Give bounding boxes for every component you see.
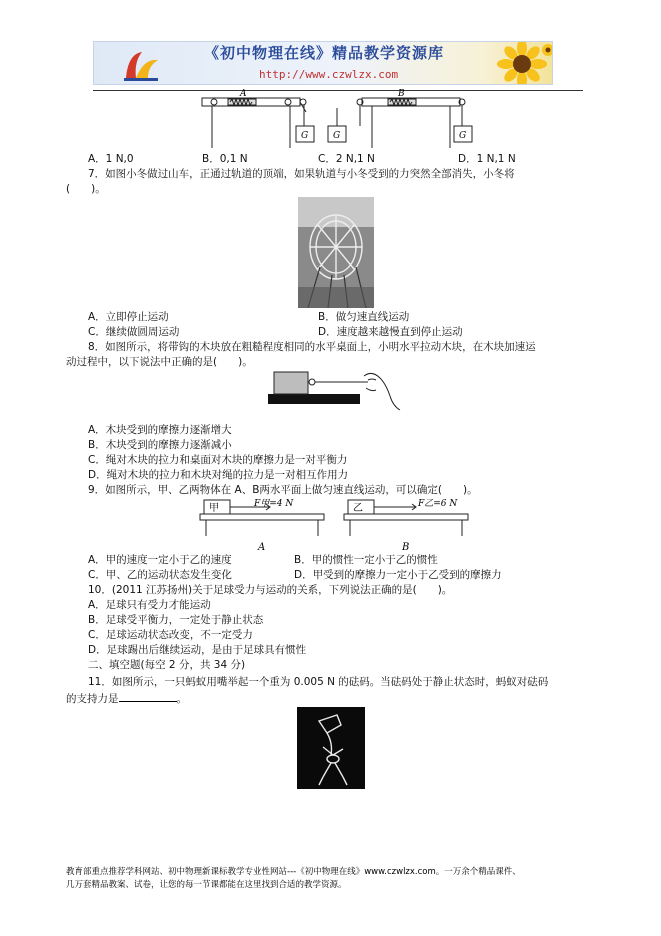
spring-scale-figure [200,88,475,150]
ant-weight-photo [297,707,365,789]
yi-label: 乙 [353,503,363,514]
q10-option-d: D．足球踢出后继续运动，是由于足球具有惯性 [88,644,307,656]
q11-line2-text: 的支持力是 [66,693,119,705]
logo-icon [122,48,162,82]
q7-option-c: C．继续做圆周运动 [88,326,180,338]
q6-option-c: C．2 N,1 N [318,153,375,165]
q7-option-b: B．做匀速直线运动 [318,311,410,323]
q6-option-a: A．1 N,0 [88,153,134,165]
q8-option-b: B．木块受到的摩擦力逐渐减小 [88,439,232,451]
q6-option-b: B．0,1 N [202,153,248,165]
f-jia-label: F甲=4 N [254,499,294,509]
q11-text-line2 [66,691,187,706]
f-yi-label: F乙=6 N [418,499,458,509]
q11-answer-blank[interactable] [119,691,177,702]
header-title: 《初中物理在线》精品教学资源库 [204,44,445,62]
q9-option-d: D．甲受到的摩擦力一定小于乙受到的摩擦力 [294,569,502,581]
footer-line2: 几万套精品教案、试卷，让您的每一节课都能在这里找到合适的教学资源。 [66,880,347,890]
header-url[interactable]: http://www.czwlzx.com [259,68,399,81]
q8-text-line1: 8．如图所示，将带钩的木块放在粗糙程度相同的水平桌面上，小明水平拉动木块，在木块加速运 [88,341,536,353]
q8-option-c: C．绳对木块的拉力和桌面对木块的摩擦力是一对平衡力 [88,454,348,466]
label-b: B [398,89,405,99]
header-banner [93,41,553,85]
q9-option-b: B．甲的惯性一定小于乙的惯性 [294,554,438,566]
q6-option-d: D．1 N,1 N [458,153,516,165]
label-g3: G [459,131,467,141]
q8-option-d: D．绳对木块的拉力和木块对绳的拉力是一对相互作用力 [88,469,349,481]
q10-option-c: C．足球运动状态改变，不一定受力 [88,629,253,641]
q7-option-d: D．速度越来越慢直到停止运动 [318,326,463,338]
q11-line2-end: 。 [176,693,187,705]
q9-text-line1: 9．如图所示，甲、乙两物体在 A、B两水平面上做匀速直线运动，可以确定( )。 [88,484,478,496]
jia-label: 甲 [209,503,219,514]
footer-line1: 教育部重点推荐学科网站、初中物理新课标教学专业性网站---《初中物理在线》www.czwlzx.com。一万余个精品课件、 [66,867,521,877]
surface-a-label: A [258,542,266,552]
q7-text-line2: ( )。 [66,183,106,195]
surface-b-label: B [402,542,410,552]
q10-option-a: A．足球只有受力才能运动 [88,599,211,611]
q10-option-b: B．足球受平衡力，一定处于静止状态 [88,614,264,626]
q10-text-line1: 10．(2011 江苏扬州)关于足球受力与运动的关系，下列说法正确的是( )。 [88,584,453,596]
label-g2: G [333,131,341,141]
sunflower-icon [492,41,553,85]
q9-option-c: C．甲、乙的运动状态发生变化 [88,569,232,581]
two-surfaces-figure [196,496,484,552]
q7-text-line1: 7．如图小冬做过山车，正通过轨道的顶端，如果轨道与小冬受到的力突然全部消失，小冬将 [88,168,515,180]
q8-text-line2: 动过程中，以下说法中正确的是( )。 [66,356,253,368]
label-a: A [240,89,247,99]
roller-coaster-photo [298,197,374,308]
q8-option-a: A．木块受到的摩擦力逐渐增大 [88,424,232,436]
q7-option-a: A．立即停止运动 [88,311,169,323]
wooden-block-figure [268,368,408,412]
label-g1: G [301,131,309,141]
q9-option-a: A．甲的速度一定小于乙的速度 [88,554,232,566]
q11-text-line1: 11．如图所示，一只蚂蚁用嘴举起一个重为 0.005 N 的砝码。当砝码处于静止状态时，蚂蚁对砝码 [88,676,549,688]
section-heading: 二、填空题(每空 2 分，共 34 分) [88,659,246,671]
